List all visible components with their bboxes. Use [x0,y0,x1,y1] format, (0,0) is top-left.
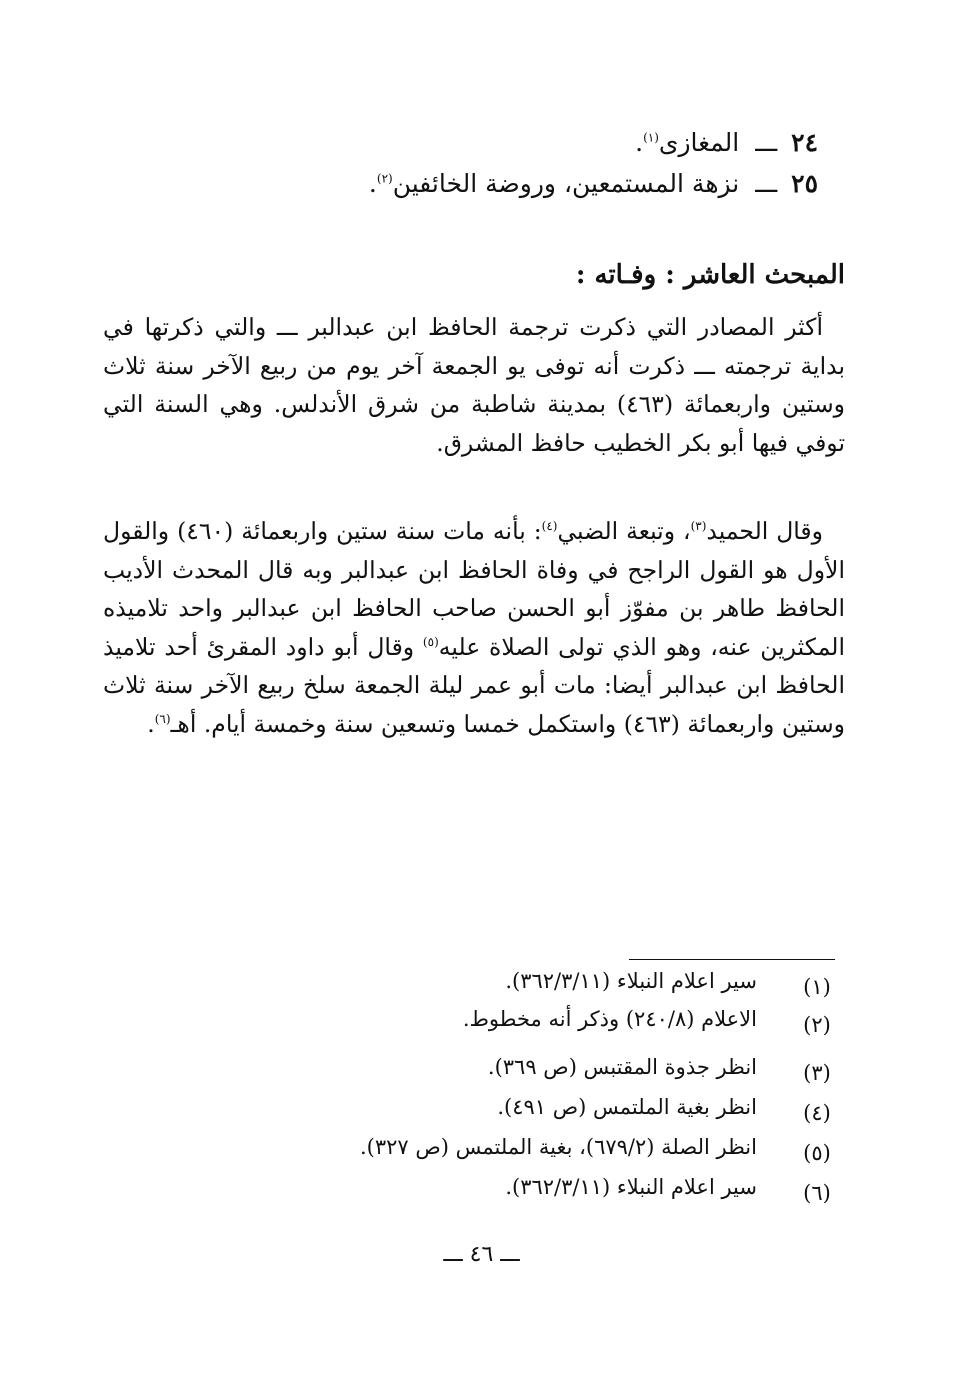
footnote-ref-5: (٥) [422,634,439,649]
footnote-ref-3: (٣) [690,519,707,534]
footnote-number: (٤) [803,1101,831,1125]
paragraph-2 [103,512,845,743]
list-item-end: . [635,128,644,157]
footnote-6 [133,1172,833,1208]
footnote-number: (٢) [803,1013,831,1037]
paragraph-2-text-c: : بأنه مات سنة ستين واربعمائة (٤٦٠) والقول الأول هو القول الراجح في وفاة الحافظ ابن عبدالبر وبه قال المحدث الأديب الحافظ طاهر بن مفوّز أبو الحسن صاحب الحافظ ابن عبدالبر واحد تلاميذه المكثرين عنه، وهو الذي تولى الصلاة عليه [103,517,845,661]
list-item-number: ٢٤ [791,128,818,157]
list-item-text: نزهة المستمعين، وروضة الخائفين [392,169,740,198]
list-item-dash: ـــ [755,169,778,198]
footnote-ref-4: (٤) [541,519,558,534]
page-number: ـــ ٤٦ ـــ [443,1242,520,1267]
paragraph-2-text-a: وقال الحميد [706,517,824,545]
footnote-5 [133,1132,833,1168]
footnote-separator [629,959,835,960]
footnote-number: (٥) [803,1141,831,1165]
list-item-end: . [368,169,377,198]
footnote-3 [133,1052,833,1088]
footnote-ref: (١) [643,130,659,145]
list-item-25 [118,169,818,199]
footnote-4 [133,1092,833,1128]
footnote-1 [133,966,833,1002]
footnote-2 [133,1004,833,1040]
list-item-dash: ـــ [755,128,778,157]
footnote-text: انظر بغية الملتمس (ص ٤٩١). [497,1095,757,1119]
footnote-text: انظر جذوة المقتبس (ص ٣٦٩). [487,1055,757,1079]
footnote-text: سير اعلام النبلاء (٣٦٢/٣/١١). [505,1175,757,1199]
list-item-number: ٢٥ [791,169,818,198]
footnote-text: الاعلام (٢٤٠/٨) وذكر أنه مخطوط. [462,1007,757,1031]
footnote-text: سير اعلام النبلاء (٣٦٢/٣/١١). [505,969,757,993]
paragraph-2-end: . [147,709,155,738]
section-heading: المبحث العاشر : وفـاته : [575,260,845,290]
paragraph-2-text-d: وقال أبو داود المقرئ أحد تلاميذ الحافظ ابن عبدالبر أيضا: مات أبو عمر ليلة الجمعة سلخ ربيع الآخر سنة ثلاث وستين واربعمائة (٤٦٣) واستكمل خمسا وتسعين سنة وخمسة أيام. أهـ [103,632,845,738]
footnote-number: (٣) [803,1061,831,1085]
paragraph-1-text: أكثر المصادر التي ذكرت ترجمة الحافظ ابن عبدالبر ـــ والتي ذكرتها في بداية ترجمته ـــ ذكرت أنه توفى يو الجمعة آخر يوم من ربيع الآخر سنة ثلاث وستين واربعمائة (٤٦٣) بمدينة شاطبة من شرق الأندلس. وهي السنة التي توفي فيها أبو بكر الخطيب حافظ المشرق. [103,313,845,457]
footnote-ref-6: (٦) [154,711,171,726]
list-item-text: المغازى [658,128,740,157]
footnote-text: انظر الصلة (٦٧٩/٢)، بغية الملتمس (ص ٣٢٧). [359,1135,757,1159]
footnote-ref: (٢) [376,171,393,186]
paragraph-1 [103,308,845,462]
footnote-number: (٦) [803,1181,831,1205]
footnote-number: (١) [803,975,831,999]
paragraph-2-text-b: ، وتبعة الضبي [557,517,691,545]
list-item-24 [118,128,818,158]
